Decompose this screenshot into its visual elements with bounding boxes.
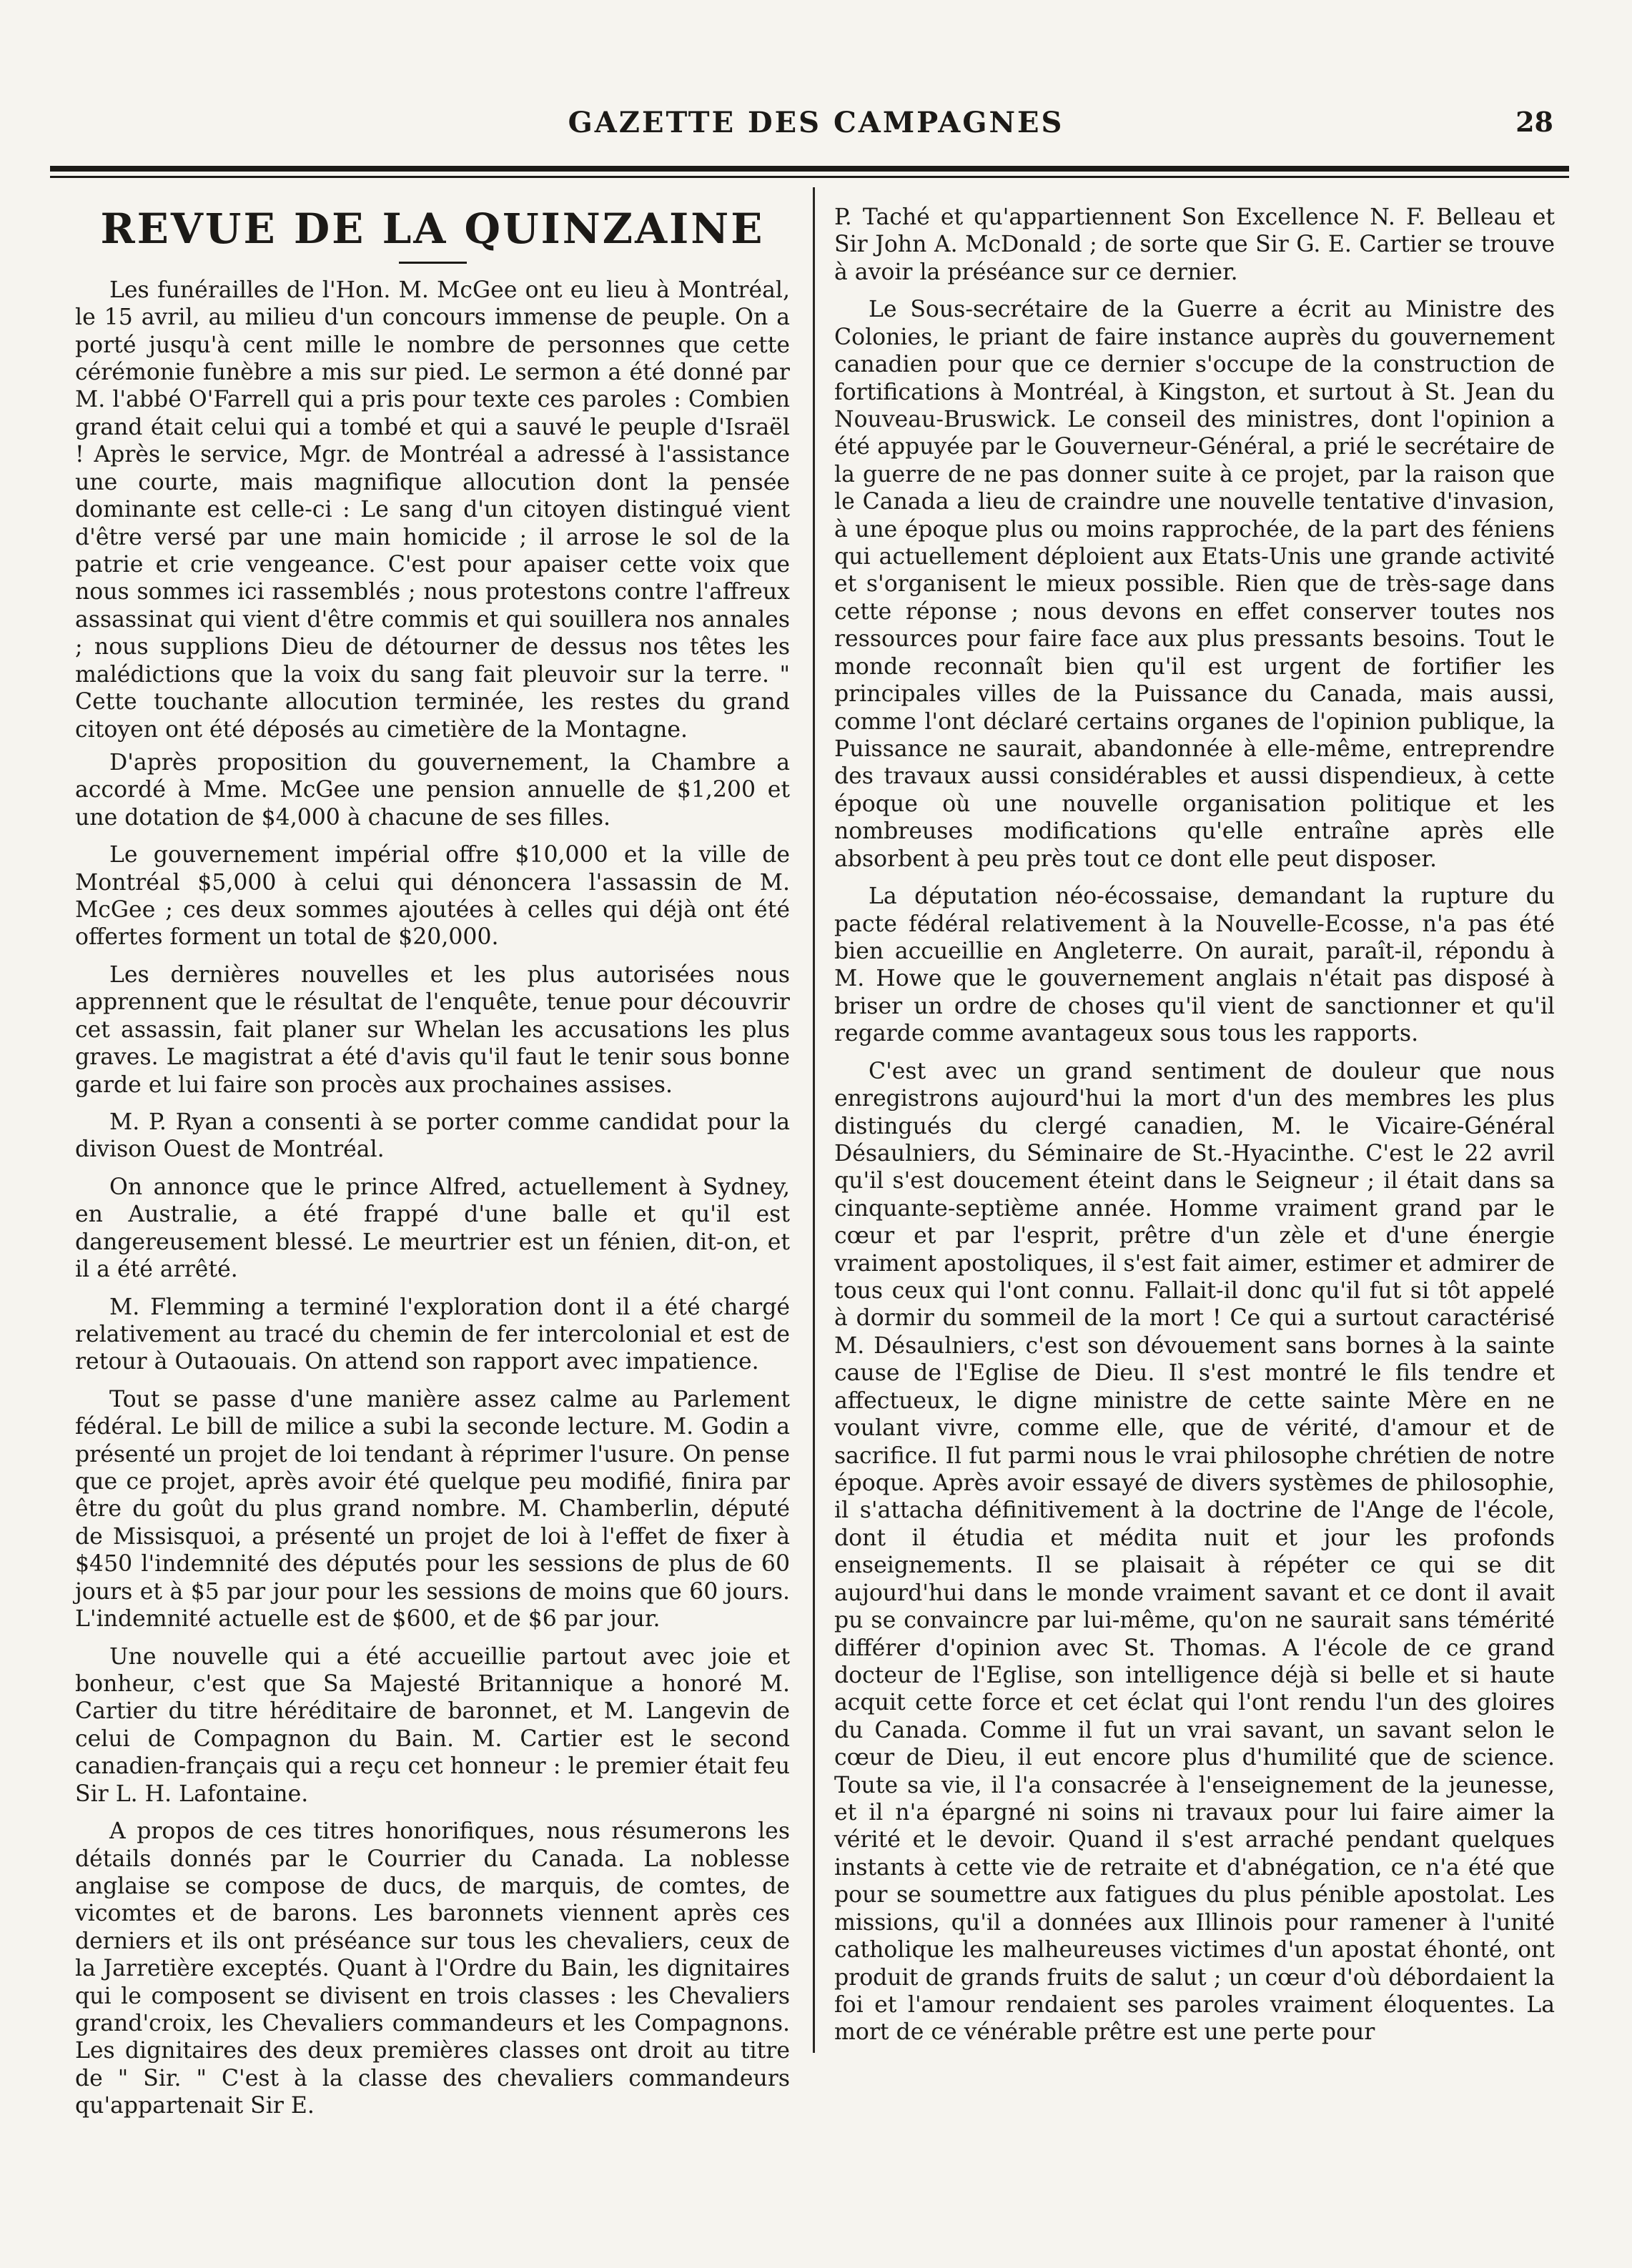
- title-rule: [399, 262, 467, 264]
- paragraph: P. Taché et qu'appartiennent Son Excellence N. F. Belleau et Sir John A. McDonald ; de sorte que Sir G. E. Cartier se trouve à avoir la préséance sur ce dernier.: [834, 204, 1555, 285]
- paragraph: Une nouvelle qui a été accueillie partout avec joie et bonheur, c'est que Sa Majesté Britannique a honoré M. Cartier du titre héréditaire de baronnet, et M. Langevin de celui de Compagnon du Bain. M. Cartier est le second canadien-français qui a reçu cet honneur : le premier était feu Sir L. H. Lafontaine.: [75, 1643, 790, 1807]
- right-column: [834, 204, 1555, 2056]
- paragraph: Les funérailles de l'Hon. M. McGee ont eu lieu à Montréal, le 15 avril, au milieu d'un concours immense de peuple. On a porté jusqu'à cent mille le nombre de personnes que cette cérémonie funèbre a mis sur pied. Le sermon a été donné par M. l'abbé O'Farrell qui a pris pour texte ces paroles : Combien grand était celui qui a tombé et qui a sauvé le peuple d'Israël ! Après le service, Mgr. de Montréal a adressé à l'assistance une courte, mais magnifique allocution dont la pensée dominante est celle-ci : Le sang d'un citoyen distingué vient d'être versé par une main homicide ; il arrose le sol de la patrie et crie vengeance. C'est pour apaiser cette voix que nous sommes ici rassemblés ; nous protestons contre l'affreux assassinat qui vient d'être commis et qui souillera nos annales ; nous supplions Dieu de détourner de dessus nos têtes les malédictions que la voix du sang fait pleuvoir sur la terre. " Cette touchante allocution terminée, les restes du grand citoyen ont été déposés au cimetière de la Montagne.: [75, 277, 790, 743]
- paragraph: A propos de ces titres honorifiques, nous résumerons les détails donnés par le Courrier du Canada. La noblesse anglaise se compose de ducs, de marquis, de comtes, de vicomtes et de barons. Les baronnets viennent après ces derniers et ils ont préséance sur tous les chevaliers, ceux de la Jarretière exceptés. Quant à l'Ordre du Bain, les dignitaires qui le composent se divisent en trois classes : les Chevaliers grand'croix, les Chevaliers commandeurs et les Compagnons. Les dignitaires des deux premières classes ont droit au titre de " Sir. " C'est à la classe des chevaliers commandeurs qu'appartenait Sir E.: [75, 1818, 790, 2119]
- article-title: REVUE DE LA QUINZAINE: [100, 204, 765, 253]
- paragraph: C'est avec un grand sentiment de douleur que nous enregistrons aujourd'hui la mort d'un des membres les plus distingués du clergé canadien, M. le Vicaire-Général Désaulniers, du Séminaire de St.-Hyacinthe. C'est le 22 avril qu'il s'est doucement éteint dans le Seigneur ; il était dans sa cinquante-septième année. Homme vraiment grand par le cœur et par l'esprit, prêtre d'un zèle et d'une énergie vraiment apostoliques, il s'est fait aimer, estimer et admirer de tous ceux qui l'ont connu. Fallait-il donc qu'il fut si tôt appelé à dormir du sommeil de la mort ! Ce qui a surtout caractérisé M. Désaulniers, c'est son dévouement sans bornes à la sainte cause de l'Eglise de Dieu. Il s'est montré le fils tendre et affectueux, le digne ministre de cette sainte Mère en ne voulant vivre, comme elle, que de vérité, d'amour et de sacrifice. Il fut parmi nous le vrai philosophe chrétien de notre époque. Après avoir essayé de divers systèmes de philosophie, il s'attacha définitivement à la doctrine de l'Ange de l'école, dont il étudia et médita nuit et jour les profonds enseignements. Il se plaisait à répéter ce qui se dit aujourd'hui dans le monde vraiment savant et ce dont il avait pu se convaincre par lui-même, qu'on ne saurait sans témérité différer d'opinion avec St. Thomas. A l'école de ce grand docteur de l'Eglise, son intelligence déjà si belle et si haute acquit cette force et cet éclat qui l'ont rendu l'un des gloires du Canada. Comme il fut un vrai savant, un savant selon le cœur de Dieu, il eut encore plus d'humilité que de science. Toute sa vie, il l'a consacrée à l'enseignement de la jeunesse, et il n'a épargné ni soins ni travaux pour lui faire aimer la vérité et le devoir. Quand il s'est arraché pendant quelques instants à cette vie de retraite et d'abnégation, ce n'a été que pour se soumettre aux fatigues du plus pénible apostolat. Les missions, qu'il a données aux Illinois pour ramener à l'unité catholique les malheureuses victimes d'un apostat éhonté, ont produit de grands fruits de salut ; un cœur d'où débordaient la foi et l'amour rendaient ses paroles vraiment éloquentes. La mort de ce vénérable prêtre est une perte pour: [834, 1058, 1555, 2046]
- paragraph: M. P. Ryan a consenti à se porter comme candidat pour la divison Ouest de Montréal.: [75, 1109, 790, 1163]
- paragraph: Tout se passe d'une manière assez calme au Parlement fédéral. Le bill de milice a subi la seconde lecture. M. Godin a présenté un projet de loi tendant à réprimer l'usure. On pense que ce projet, après avoir été quelque peu modifié, finira par être du goût du plus grand nombre. M. Chamberlin, député de Missisquoi, a présenté un projet de loi à l'effet de fixer à $450 l'indemnité des députés pour les sessions de plus de 60 jours et à $5 par jour pour les sessions de moins que 60 jours. L'indemnité actuelle est de $600, et de $6 par jour.: [75, 1386, 790, 1633]
- left-column: [75, 204, 790, 2130]
- paragraph: Le Sous-secrétaire de la Guerre a écrit au Ministre des Colonies, le priant de faire instance auprès du gouvernement canadien pour que ce dernier s'occupe de la construction de fortifications à Montréal, à Kingston, et surtout à St. Jean du Nouveau-Bruswick. Le conseil des ministres, dont l'opinion a été appuyée par le Gouverneur-Général, a prié le secrétaire de la guerre de ne pas donner suite à ce projet, par la raison que le Canada a lieu de craindre une nouvelle tentative d'invasion, à une époque plus ou moins rapprochée, de la part des féniens qui actuellement déploient aux Etats-Unis une grande activité et s'organisent le mieux possible. Rien que de très-sage dans cette réponse ; nous devons en effet conserver toutes nos ressources pour faire face aux plus pressants besoins. Tout le monde reconnaît bien qu'il est urgent de fortifier les principales villes de la Puissance du Canada, mais aussi, comme l'ont déclaré certains organes de l'opinion publique, la Puissance ne saurait, abandonnée à elle-même, entreprendre des travaux aussi considérables et aussi dispendieux, à cette époque où une nouvelle organisation politique et les nombreuses modifications qu'elle entraîne après elle absorbent à peu près tout ce dont elle peut disposer.: [834, 297, 1555, 872]
- paragraph: Le gouvernement impérial offre $10,000 et la ville de Montréal $5,000 à celui qui dénoncera l'assassin de M. McGee ; ces deux sommes ajoutées à celles qui déjà ont été offertes forment un total de $20,000.: [75, 842, 790, 951]
- header-rule-thick: [50, 166, 1569, 172]
- paragraph: Les dernières nouvelles et les plus autorisées nous apprennent que le résultat de l'enquête, tenue pour découvrir cet assassin, fait planer sur Whelan les accusations les plus graves. Le magistrat a été d'avis qu'il faut le tenir sous bonne garde et lui faire son procès aux prochaines assises.: [75, 961, 790, 1098]
- column-divider: [813, 187, 815, 2053]
- paragraph: La députation néo-écossaise, demandant la rupture du pacte fédéral relativement à la Nouvelle-Ecosse, n'a pas été bien accueillie en Angleterre. On aurait, paraît-il, répondu à M. Howe que le gouvernement anglais n'était pas disposé à briser un ordre de choses qu'il vient de sanctionner et qu'il regarde comme avantageux sous tous les rapports.: [834, 883, 1555, 1047]
- paragraph: D'après proposition du gouvernement, la Chambre a accordé à Mme. McGee une pension annuelle de $1,200 et une dotation de $4,000 à chacune de ses filles.: [75, 749, 790, 831]
- page-number: 28: [1515, 106, 1553, 138]
- header-rule-thin: [50, 176, 1569, 178]
- page-header: [0, 100, 1632, 150]
- paragraph: M. Flemming a terminé l'exploration dont il a été chargé relativement au tracé du chemin de fer intercolonial et est de retour à Outaouais. On attend son rapport avec impatience.: [75, 1294, 790, 1375]
- publication-title: GAZETTE DES CAMPAGNES: [568, 106, 1064, 139]
- paragraph: On annonce que le prince Alfred, actuellement à Sydney, en Australie, a été frappé d'une balle et qu'il est dangereusement blessé. Le meurtrier est un fénien, dit-on, et il a été arrêté.: [75, 1174, 790, 1283]
